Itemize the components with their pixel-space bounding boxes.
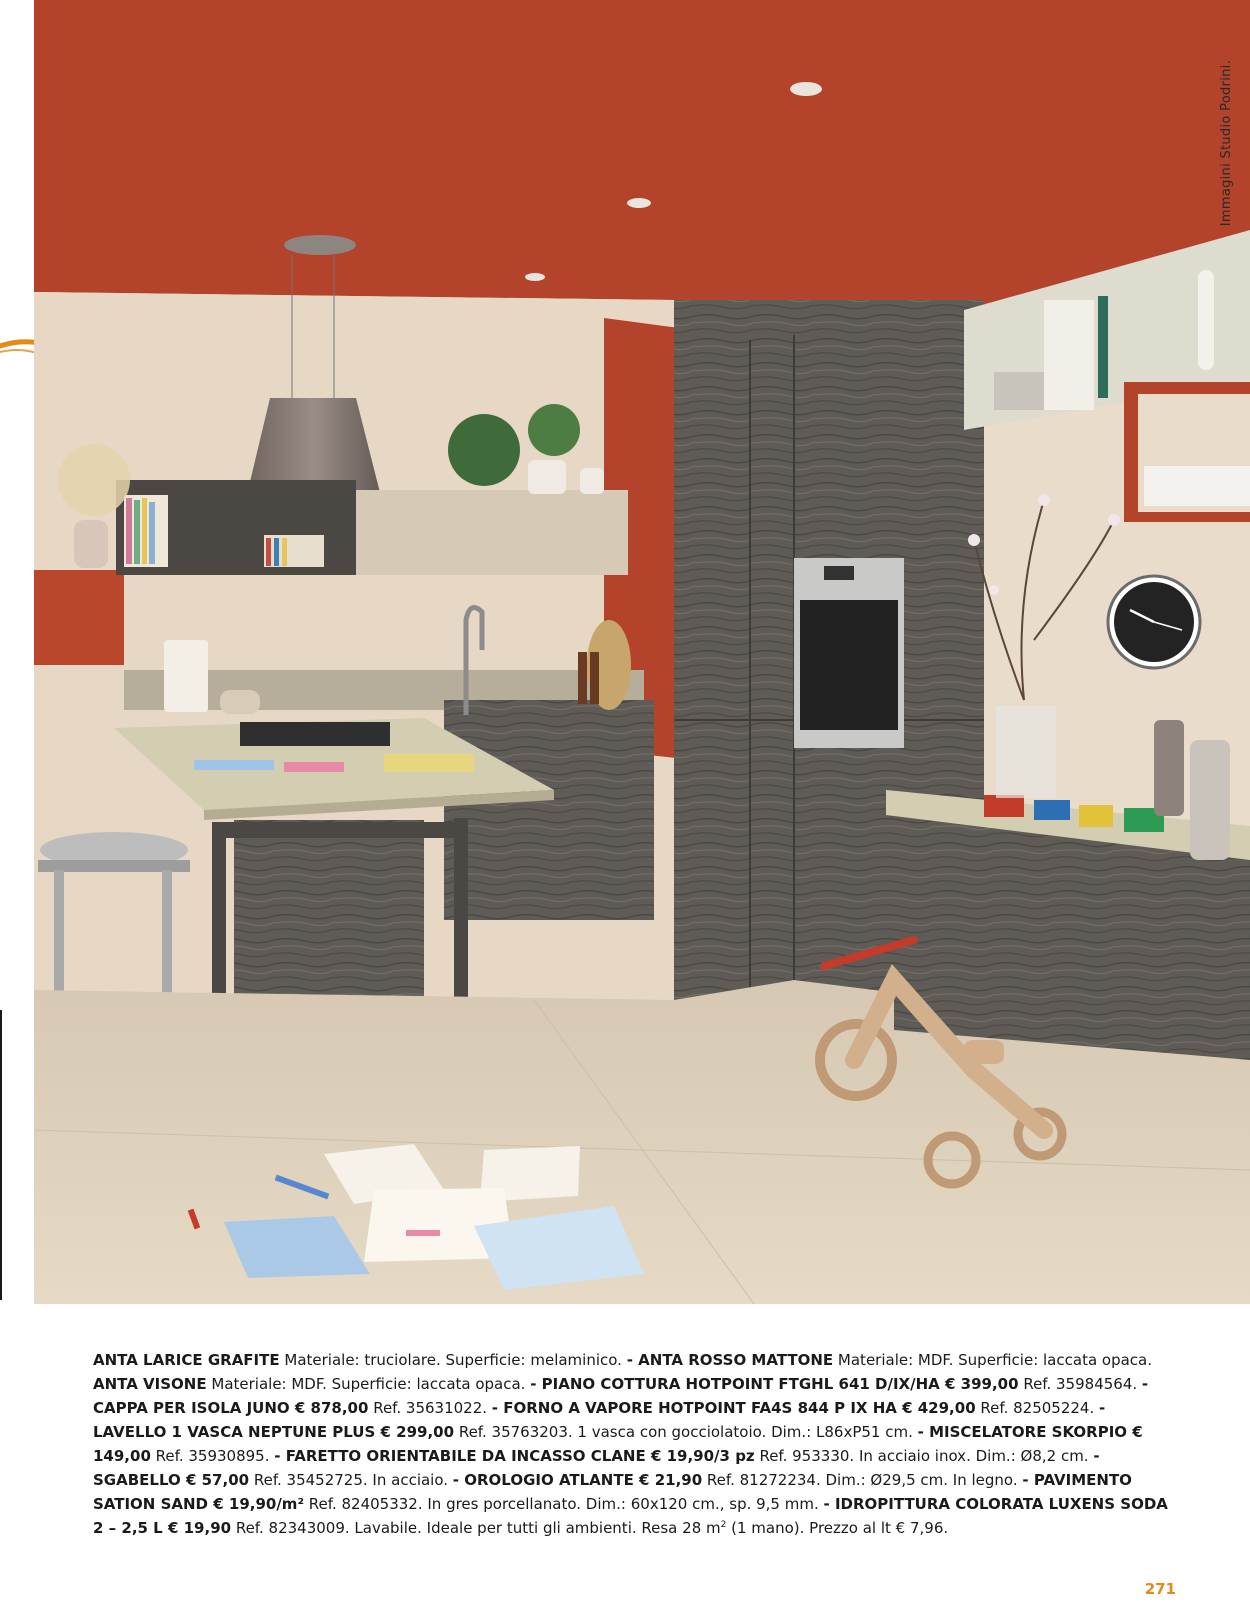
caption-bold: - PIANO COTTURA HOTPOINT FTGHL 641 D/IX/HA € 399,00: [530, 1375, 1019, 1393]
caption-text: Ref. 82505224.: [975, 1399, 1099, 1417]
caption-text: Ref. 35631022.: [368, 1399, 492, 1417]
caption-text: Ref. 953330. In acciaio inox. Dim.: Ø8,2 cm.: [754, 1447, 1094, 1465]
caption-text: Ref. 81272234. Dim.: Ø29,5 cm. In legno.: [702, 1471, 1023, 1489]
left-margin-rule: [0, 1010, 2, 1300]
caption-bold: ANTA VISONE: [93, 1375, 207, 1393]
caption-text: Ref. 35984564.: [1018, 1375, 1142, 1393]
product-caption: [93, 1348, 1173, 1540]
kitchen-illustration: [34, 0, 1250, 1304]
caption-text: Ref. 35763203. 1 vasca con gocciolatoio. Dim.: L86xP51 cm.: [454, 1423, 918, 1441]
caption-bold: - PAVIMENTO SATION SAND € 19,90/m²: [93, 1471, 1132, 1513]
caption-text: Ref. 35452725. In acciaio.: [249, 1471, 453, 1489]
caption-bold: - CAPPA PER ISOLA JUNO € 878,00: [93, 1375, 1149, 1417]
caption-bold: - LAVELLO 1 VASCA NEPTUNE PLUS € 299,00: [93, 1399, 1106, 1441]
caption-text: Ref. 35930895.: [150, 1447, 275, 1465]
caption-text: Materiale: MDF. Superficie: laccata opaca.: [833, 1351, 1153, 1369]
caption-text: Ref. 82343009. Lavabile. Ideale per tutti gli ambienti. Resa 28 m: [231, 1519, 721, 1537]
caption-bold: - IDROPITTURA COLORATA LUXENS SODA 2 – 2,5 L € 19,90: [93, 1495, 1168, 1537]
caption-bold: - OROLOGIO ATLANTE € 21,90: [452, 1471, 703, 1489]
page-number: 271: [1144, 1580, 1176, 1598]
wall-clock-icon: [1108, 576, 1200, 668]
caption-text: Materiale: truciolare. Superficie: melaminico.: [279, 1351, 627, 1369]
caption-bold: - MISCELATORE SKORPIO € 149,00: [93, 1423, 1143, 1465]
caption-text: Materiale: MDF. Superficie: laccata opaca.: [206, 1375, 531, 1393]
caption-bold: - SGABELLO € 57,00: [93, 1447, 1100, 1489]
caption-bold: ANTA LARICE GRAFITE: [93, 1351, 280, 1369]
caption-superscript: 2: [720, 1520, 727, 1530]
caption-text: (1 mano). Prezzo al lt € 7,96.: [726, 1519, 949, 1537]
kitchen-photo: [34, 0, 1250, 1304]
caption-bold: - ANTA ROSSO MATTONE: [626, 1351, 834, 1369]
caption-bold: - FARETTO ORIENTABILE DA INCASSO CLANE € 19,90/3 pz: [274, 1447, 755, 1465]
caption-bold: - FORNO A VAPORE HOTPOINT FA4S 844 P IX HA € 429,00: [491, 1399, 976, 1417]
photo-credit: Immagini Studio Podrini.: [1219, 60, 1234, 227]
caption-text: Ref. 82405332. In gres porcellanato. Dim.: 60x120 cm., sp. 9,5 mm.: [304, 1495, 824, 1513]
